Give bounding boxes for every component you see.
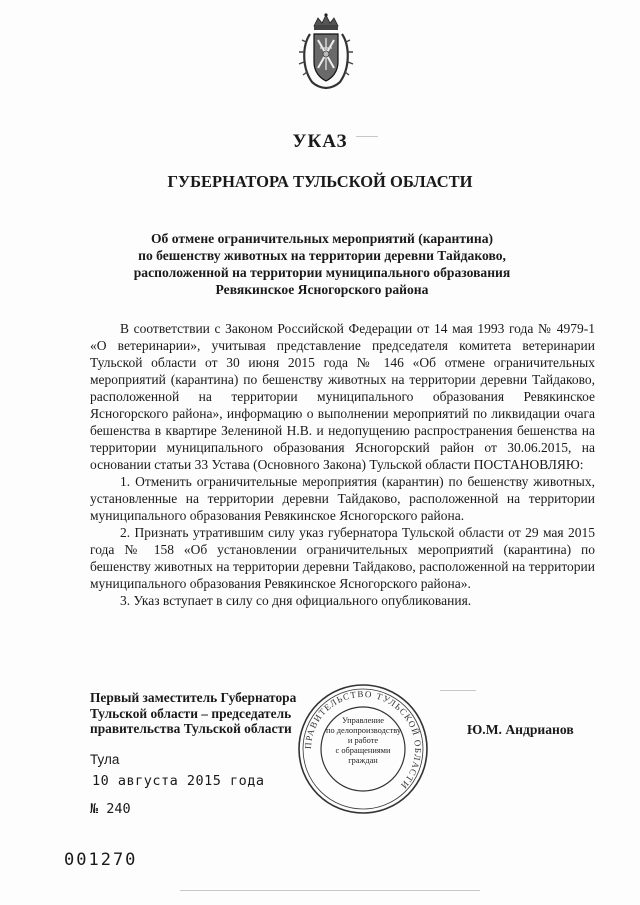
scan-artifact [440, 690, 476, 691]
subject-line: Об отмене ограничительных мероприятий (карантина) [150, 231, 494, 246]
stamp-inner-text [326, 716, 400, 766]
document-subject [96, 230, 548, 298]
stamp-inner-line: и работе [347, 736, 379, 745]
signer-position-line: Тульской области – председатель [90, 705, 292, 721]
subject-line: по бешенству животных на территории деревни Тайдаково, [138, 248, 506, 263]
document-subtitle: ГУБЕРНАТОРА ТУЛЬСКОЙ ОБЛАСТИ [167, 172, 473, 191]
signer-name: Ю.М. Андрианов [467, 722, 574, 737]
subject-line: расположенной на территории муниципального образования [133, 265, 511, 280]
decree-item-3: 3. Указ вступает в силу со дня официального опубликования. [120, 593, 472, 608]
stamp-inner-line: Управление [341, 716, 384, 725]
stamp-ring-text: ПРАВИТЕЛЬСТВО ТУЛЬСКОЙ ОБЛАСТИ [302, 688, 424, 792]
serial-number: 001270 [64, 850, 138, 870]
issue-date: 10 августа 2015 года [92, 773, 265, 789]
document-title: УКАЗ [292, 131, 348, 152]
decree-item-2: 2. Признать утратившим силу указ губернатора Тульской области от 29 мая 2015 года № 158 «Об установлении ограничительных мероприятий (карантина) по бешенству животных на территории деревни Тайдаково, расположенной на территории муниципального образования Ревякинское Ясногорского района». [90, 525, 595, 591]
subject-line: Ревякинское Ясногорского района [215, 282, 429, 297]
document-number: № 240 [90, 801, 131, 817]
official-stamp [296, 682, 430, 816]
preamble-paragraph: В соответствии с Законом Российской Федерации от 14 мая 1993 года № 4979-1 «О ветеринарии», учитывая представление председателя комитета ветеринарии Тульской области от 30 июня 2015 года № 146 «Об отмене ограничительных мероприятий (карантина) по бешенству животных на территории деревни Тайдаково, расположенной на территории муниципального образования Ревякинское Ясногорского района», информацию о выполнении мероприятий по ликвидации очага бешенства в квартире Зелениной Н.В. и недопущению распространения бешенства на территории муниципального образования Ясногорский район от 30.06.2015, на основании статьи 33 Устава (Основного Закона) Тульской области ПОСТАНОВЛЯЮ: [90, 321, 595, 472]
signer-position-line: Первый заместитель Губернатора [90, 690, 297, 705]
decree-item-1: 1. Отменить ограничительные мероприятия (карантин) по бешенству животных, установленные на территории деревни Тайдаково, расположенной на территории муниципального образования Ревякинское Ясногорского района. [90, 474, 595, 523]
stamp-inner-line: граждан [348, 756, 378, 765]
issue-place: Тула [90, 752, 120, 767]
scan-artifact [180, 890, 480, 891]
scan-artifact [356, 136, 378, 137]
document-body [90, 320, 595, 609]
stamp-inner-line: по делопроизводству [326, 726, 402, 735]
signer-position-line: правительства Тульской области [90, 721, 292, 736]
coat-of-arms-icon [296, 12, 356, 92]
stamp-inner-line: с обращениями [335, 746, 391, 755]
